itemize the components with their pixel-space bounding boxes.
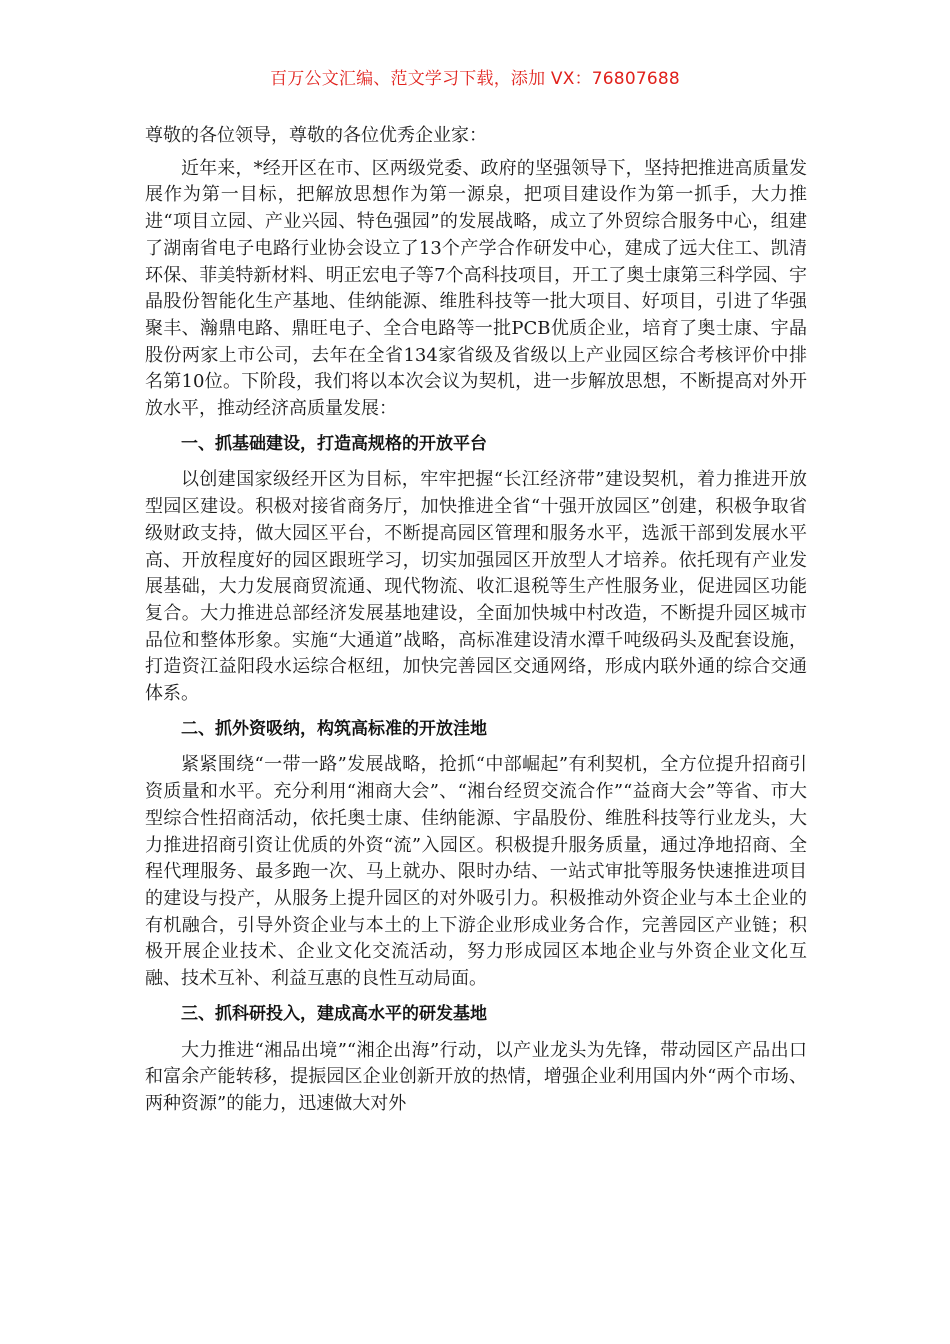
section-body-2: 紧紧围绕“一带一路”发展战略，抢抓“中部崛起”有利契机，全方位提升招商引资质量和水平。充分利用“湘商大会”、“湘台经贸交流合作”“益商大会”等省、市大型综合性招商活动，依托奥士康、佳纳能源、宇晶股份、维胜科技等行业龙头，大力推进招商引资让优质的外资“流”入园区。积极提升服务质量，通过净地招商、全程代理服务、最多跑一次、马上就办、限时办结、一站式审批等服务快速推进项目的建设与投产，从服务上提升园区的对外吸引力。积极推动外资企业与本土企业的有机融合，引导外资企业与本土的上下游企业形成业务合作，完善园区产业链；积极开展企业技术、企业文化交流活动，努力形成园区本地企业与外资企业文化互融、技术互补、利益互惠的良性互动局面。 [145, 754, 807, 990]
section-heading-2: 二、抓外资吸纳，构筑高标准的开放洼地 [181, 718, 487, 739]
section-body-1: 以创建国家级经开区为目标，牢牢把握“长江经济带”建设契机，着力推进开放型园区建设。积极对接省商务厅，加快推进全省“十强开放园区”创建，积极争取省级财政支持，做大园区平台，不断提高园区管理和服务水平，选派干部到发展水平高、开放程度好的园区跟班学习，切实加强园区开放型人才培养。依托现有产业发展基础，大力发展商贸流通、现代物流、收汇退税等生产性服务业，促进园区功能复合。大力推进总部经济发展基地建设，全面加快城中村改造，不断提升园区城市品位和整体形象。实施“大通道”战略，高标准建设清水潭千吨级码头及配套设施，打造资江益阳段水运综合枢纽，加快完善园区交通网络，形成内联外通的综合交通体系。 [145, 469, 807, 705]
section-body-3: 大力推进“湘品出境”“湘企出海”行动，以产业龙头为先锋，带动园区产品出口和富余产能转移，提振园区企业创新开放的热情，增强企业利用国内外“两个市场、两种资源”的能力，迅速做大对外 [145, 1039, 807, 1114]
salutation: 尊敬的各位领导，尊敬的各位优秀企业家： [145, 125, 487, 146]
section-heading-3: 三、抓科研投入，建成高水平的研发基地 [181, 1003, 487, 1024]
watermark-banner: 百万公文汇编、范文学习下载，添加 VX：76807688 [270, 69, 680, 89]
section-heading-1: 一、抓基础建设，打造高规格的开放平台 [181, 433, 487, 454]
intro-paragraph: 近年来，*经开区在市、区两级党委、政府的坚强领导下，坚持把推进高质量发展作为第一目标，把解放思想作为第一源泉，把项目建设作为第一抓手，大力推进“项目立园、产业兴园、特色强园”的发展战略，成立了外贸综合服务中心，组建了湖南省电子电路行业协会设立了13个产学合作研发中心，建成了远大住工、凯清环保、菲美特新材料、明正宏电子等7个高科技项目，开工了奥士康第三科学园、宇晶股份智能化生产基地、佳纳能源、维胜科技等一批大项目、好项目，引进了华强聚丰、瀚鼎电路、鼎旺电子、全合电路等一批PCB优质企业，培育了奥士康、宇晶股份两家上市公司，去年在全省134家省级及省级以上产业园区综合考核评价中排名第10位。下阶段，我们将以本次会议为契机，进一步解放思想，不断提高对外开放水平，推动经济高质量发展： [145, 157, 807, 420]
document-body [145, 123, 807, 1126]
